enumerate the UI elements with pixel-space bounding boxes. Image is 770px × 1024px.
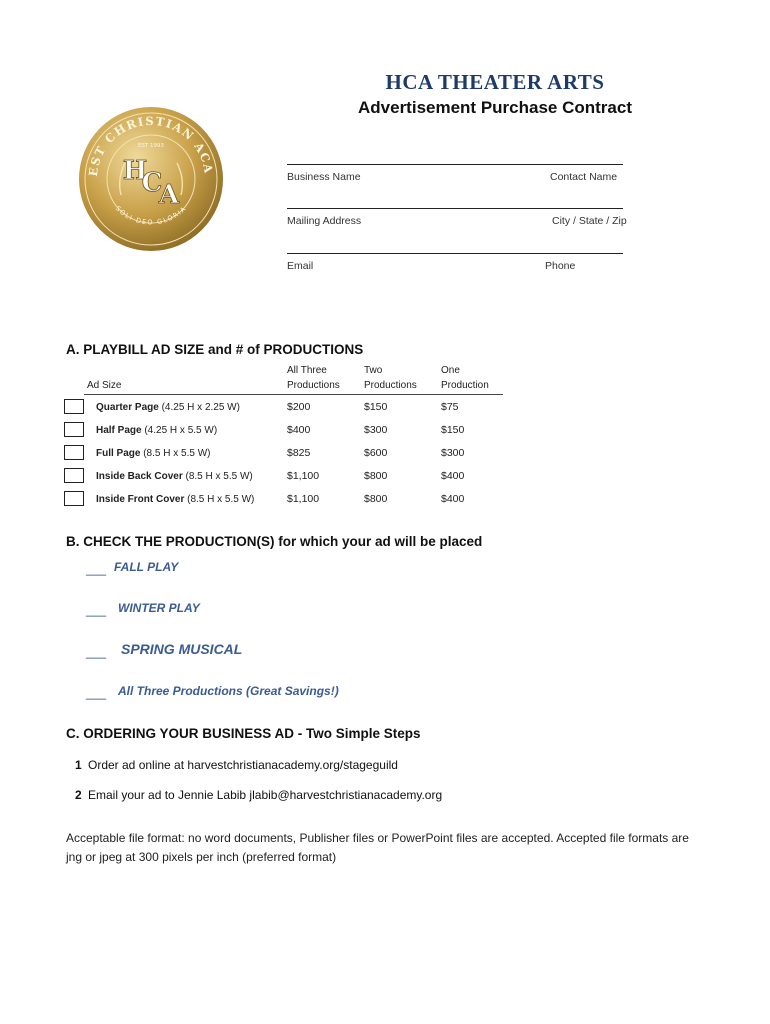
price-two: $800 — [364, 493, 388, 505]
page-title: HCA THEATER ARTS — [385, 70, 605, 94]
email-phone-line[interactable] — [287, 253, 623, 254]
price-one: $400 — [441, 493, 465, 505]
step-1-text: Order ad online at harvestchristianacademy.org/stageguild — [88, 758, 398, 772]
table-row-label: Full Page (8.5 H x 5.5 W) — [96, 448, 211, 459]
address-line[interactable] — [287, 208, 623, 209]
table-row-label: Inside Front Cover (8.5 H x 5.5 W) — [96, 494, 255, 505]
half-page-checkbox[interactable] — [64, 422, 84, 437]
contact-name-label: Contact Name — [550, 171, 618, 183]
price-one: $300 — [441, 447, 465, 459]
svg-text:SOLI DEO GLORIA: SOLI DEO GLORIA — [113, 204, 189, 227]
file-format-note: Acceptable file format: no word documents, Publisher files or PowerPoint files are accepted. Accepted file formats are jng or jpeg at 300 pixels per inch (preferred format) — [66, 831, 689, 864]
phone-label: Phone — [545, 260, 576, 272]
price-one: $75 — [441, 401, 459, 413]
col-all-three-header: All Three Productions — [287, 365, 340, 391]
inside-back-cover-checkbox[interactable] — [64, 468, 84, 483]
business-name-label: Business Name — [287, 171, 361, 183]
school-seal-logo — [77, 105, 225, 253]
svg-text:H: H — [122, 156, 148, 186]
business-contact-line[interactable] — [287, 164, 623, 165]
col-two-header: Two Productions — [364, 365, 417, 391]
price-two: $600 — [364, 447, 388, 459]
mailing-address-label: Mailing Address — [287, 215, 362, 227]
page-subtitle: Advertisement Purchase Contract — [358, 98, 632, 117]
price-all-three: $1,100 — [287, 493, 320, 505]
table-row-label: Half Page (4.25 H x 5.5 W) — [96, 425, 218, 436]
winter-play-blank[interactable]: ___ — [86, 603, 107, 617]
city-state-zip-label: City / State / Zip — [552, 215, 627, 227]
price-all-three: $1,100 — [287, 470, 320, 482]
fall-play-blank[interactable]: ___ — [86, 562, 107, 576]
section-c-heading: C. ORDERING YOUR BUSINESS AD - Two Simple Steps — [66, 726, 421, 741]
section-b-heading: B. CHECK THE PRODUCTION(S) for which your ad will be placed — [66, 534, 483, 549]
price-two: $300 — [364, 424, 388, 436]
price-one: $400 — [441, 470, 465, 482]
section-a-heading: A. PLAYBILL AD SIZE and # of PRODUCTIONS — [66, 342, 364, 357]
step-2-text: Email your ad to Jennie Labib jlabib@harvestchristianacademy.org — [88, 788, 443, 802]
spring-musical-blank[interactable]: ___ — [86, 645, 107, 659]
all-three-blank[interactable]: ___ — [86, 686, 107, 700]
fall-play-label: FALL PLAY — [114, 560, 179, 574]
table-row-label: Quarter Page (4.25 H x 2.25 W) — [96, 402, 240, 413]
price-two: $150 — [364, 401, 388, 413]
inside-front-cover-checkbox[interactable] — [64, 491, 84, 506]
full-page-checkbox[interactable] — [64, 445, 84, 460]
price-one: $150 — [441, 424, 465, 436]
spring-musical-label: SPRING MUSICAL — [121, 641, 243, 657]
all-three-label: All Three Productions (Great Savings!) — [118, 684, 339, 698]
price-all-three: $200 — [287, 401, 311, 413]
step-2-number: 2 — [75, 788, 82, 802]
table-header-rule — [84, 394, 503, 395]
col-ad-size-header: Ad Size — [87, 380, 122, 391]
winter-play-label: WINTER PLAY — [118, 601, 200, 615]
step-1-number: 1 — [75, 758, 82, 772]
seal-ring-text: EST CHRISTIAN ACA — [85, 113, 216, 178]
price-all-three: $825 — [287, 447, 311, 459]
quarter-page-checkbox[interactable] — [64, 399, 84, 414]
svg-text:A: A — [158, 180, 180, 210]
col-one-header: One Production — [441, 365, 489, 391]
price-two: $800 — [364, 470, 388, 482]
table-row-label: Inside Back Cover (8.5 H x 5.5 W) — [96, 471, 253, 482]
svg-text:EST 1993: EST 1993 — [137, 143, 165, 149]
svg-text:C: C — [141, 168, 163, 198]
price-all-three: $400 — [287, 424, 311, 436]
email-label: Email — [287, 260, 314, 272]
